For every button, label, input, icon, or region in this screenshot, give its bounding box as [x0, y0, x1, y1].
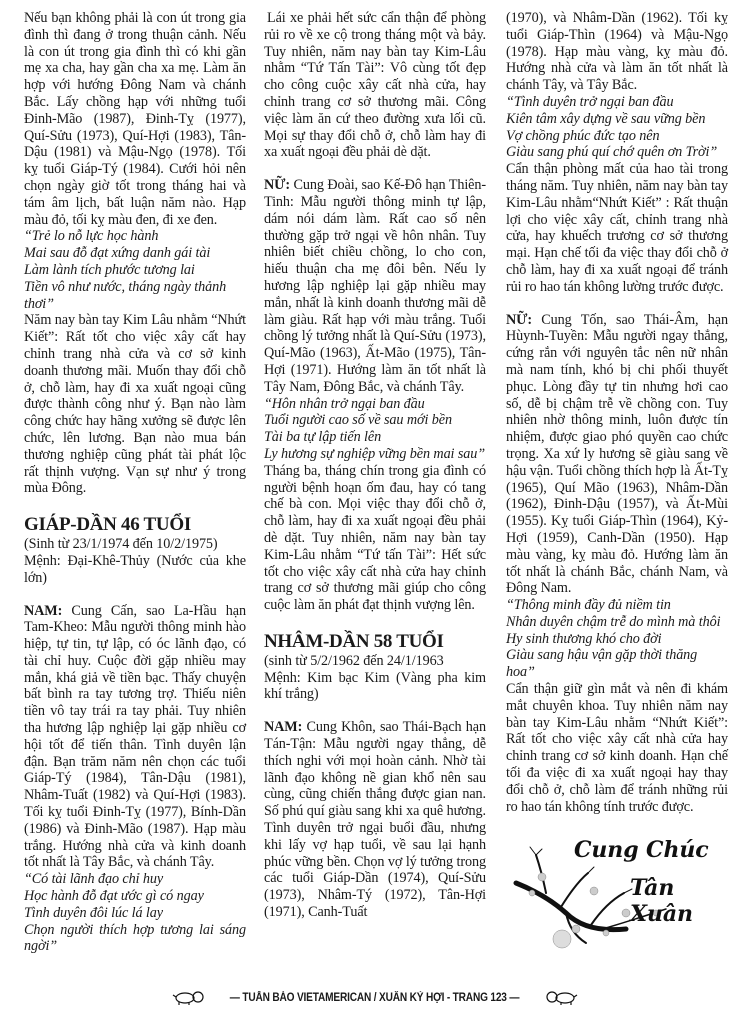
section-heading: NHÂM-DẦN 58 TUỔI — [264, 630, 444, 652]
paragraph: (1970), và Nhâm-Dần (1962). Tối kỵ tuổi Giáp-Thìn (1964) và Mậu-Ngọ (1978). Hạp màu vàng, kỵ màu đỏ. Hướng nhà cửa và làm ăn tốt nhất là chánh Tây, và Tây Bắc. — [506, 10, 728, 94]
greeting-line-1: Cung Chúc — [574, 837, 709, 864]
poem-line: Kiên tâm xây dựng về sau vững bền — [506, 110, 706, 127]
menh: Mệnh: Kim bạc Kim (Vàng pha kim khí trắng) — [264, 669, 486, 703]
poem-line: Vợ chồng phúc đức tạo nên — [506, 127, 660, 144]
poem-line: Hy sinh thương khó cho đời — [506, 630, 662, 647]
column-2 — [264, 10, 486, 921]
nu-text: Cung Tốn, sao Thái-Âm, hạn Hùynh-Tuyền: Mẫu người ngay thẳng, cứng rắn với nguyên tắc nên nữ nhân mà nam tính, khó bị chi phối thuyết phục. Lòng đầy tự tin nhưng hơi cao số, dễ bị chậm trễ về chồng con. Tuy nhiên nhờ thông minh, luôn được tín nhiệm, được giao phó quyền cao chức trọng. Xa xứ ly hương sẽ giàu sang về hậu vận. Tuổi chồng thích hợp là Ất-Tỵ (1965), Quí Mão (1963), Nhâm-Dần (1962), Đinh-Dậu (1957), và Ất-Mùi (1955). Kỵ tuổi Giáp-Thìn (1964), Kỷ-Hợi (1959), Canh-Dần (1950). Hạp màu vàng, kỵ màu đỏ. Hướng làm ăn tốt nhất là chánh Bắc, chánh Nam, và Đông Nam. — [506, 311, 728, 597]
poem-line: Học hành đỗ đạt ước gì có ngay — [24, 888, 204, 905]
nu-paragraph — [506, 312, 728, 598]
section-heading: GIÁP-DẦN 46 TUỔI — [24, 514, 191, 536]
column-1 — [24, 10, 246, 955]
paragraph: Cẩn thận phòng mất của hao tài trong tháng năm. Tuy nhiên, năm nay bàn tay Kim-Lâu nhằm“Nhứt Kiết” : Rất thuận lợi cho việc xây cất, chỉnh trang nhà cửa, hay khuếch trương cơ sở thương mại. Hạn chế tối đa việc thay đổi chỗ ở chỗ làm, hay đi xa xuất ngoại để tránh rủi ro hao tán không lường trước được. — [506, 161, 728, 295]
poem-line: Làm lành tích phước tương lai — [24, 261, 195, 278]
poem-line: Giàu sang hậu vận gặp thời thăng hoa” — [506, 647, 698, 681]
menh: Mệnh: Đại-Khê-Thủy (Nước của khe lớn) — [24, 552, 246, 586]
poem — [506, 597, 728, 681]
nam-text: Cung Cấn, sao La-Hầu hạn Tam-Kheo: Mẫu người thông minh hào hiệp, tự tin, tự lập, có óc lãnh đạo, có tài chỉ huy. Cuộc đời gặp nhiều may mắn, khá giả về tiền bạc. Thấy chuyện bất bình ra tay tương trợ. Thiếu niên tiền vô tay trái ra tay phải. Tuy nhiên tha hương lập nghiệp lại gặp nhiều cơ hội tốt để tiến thân. Tình duyên lận đận. Bạn trăm năm nên chọn các tuổi Giáp-Tý (1984), Tân-Dậu (1981), Nhâm-Tuất (1982) và Quí-Hợi (1983). Tối kỵ tuổi Đinh-Tỵ (1977), Bính-Dần (1986) và Đinh-Mão (1987). Hạp màu trắng. Hướng nhà cửa và kinh doanh tốt nhất là Tây Bắc, và chánh Tây. — [24, 602, 246, 871]
nu-paragraph — [264, 177, 486, 395]
pig-icon — [172, 990, 206, 1006]
nu-label: NỮ: — [264, 177, 290, 194]
pig-icon — [544, 990, 578, 1006]
nu-text: Cung Đoài, sao Kế-Đô hạn Thiên-Tinh: Mẫu người thông minh tự lập, dám nói dám làm. Rất cao số nên thường gặp trở ngại về hôn nhân. Tuy nhiên biết chiều chồng, lo cho con, hiếu thuận cha mẹ đôi bên. Nếu ly hương lập nghiệp lại gặp nhiều may mắn, nhất là kinh doanh thương mãi dễ làm giàu. Rất hạp với màu trắng. Tuổi chồng lý tưởng nhất là Quí-Sửu (1973), Quí-Mão (1963), Ất-Mão (1975), Tân-Hợi (1971). Hướng làm ăn tốt nhất là Tây Nam, Đông Bắc, và chánh Tây. — [264, 177, 486, 395]
new-year-greeting-artwork — [506, 833, 728, 951]
poem-line: Tiền vô như nước, tháng ngày thảnh thơi” — [24, 278, 227, 312]
nu-label: NỮ: — [506, 311, 532, 328]
footer-text: — TUẤN BÁO VIETAMERICAN / XUÂN KỶ HỢI - TRANG 123 — — [230, 992, 520, 1004]
paragraph: Cẩn thận giữ gìn mắt và nên đi khám mắt chuyên khoa. Tuy nhiên năm nay bàn tay Kim-Lâu nhằm “Nhứt Kiết”: Rất tốt cho việc xây cất nhà cửa hay chỉnh trang cơ sở kinh doanh. Hạn chế tối đa việc đi xa xuất ngoại hay thay đổi chỗ ở, chỗ làm để tránh những rủi ro hao tán không tính trước được. — [506, 681, 728, 815]
nam-label: NAM: — [24, 602, 63, 619]
poem-line: “Hôn nhân trở ngại ban đầu — [264, 395, 425, 412]
paragraph: Lái xe phải hết sức cẩn thận để phòng rủi ro về xe cộ trong tháng một và bảy. Tuy nhiên, năm nay bàn tay Kim-Lâu nhằm “Tứ Tấn Tài”: Vô cùng tốt đẹp cho công cuộc xây cất nhà cửa, hay chỉnh trang cơ sở thương mãi. Công việc làm ăn cứ theo đường xưa lối cũ. Mọi sự thay đổi chỗ ở, chỗ làm hay đi xa xuất ngoại đều phải dè dặt. — [264, 10, 486, 161]
paragraph: Tháng ba, tháng chín trong gia đình có người bệnh hoạn ốm đau, hay có tang chế bà con. Mọi việc thay đổi chỗ ở, chỗ làm, hay đi xa xuất ngoại đều phải dè dặt. Tuy nhiên, năm nay bàn tay Kim-Lâu nhằm “Tứ tấn Tài”: Hết sức tốt cho việc xây cất nhà cửa hay chỉnh trang cơ sở thương mãi giúp cho công cuộc làm ăn phát đạt thịnh vượng lên. — [264, 462, 486, 614]
paragraph: Nếu bạn không phải là con út trong gia đình thì đang ở trong thuận cảnh. Nếu là con út trong gia đình thì có khi gần mẹ xa cha, hay gần cha xa mẹ. Làm ăn hợp với hướng Đông Nam và chánh Bắc. Lấy chồng hạp với những tuổi Đinh-Mão (1987), Đinh-Tỵ (1977), Quí-Sửu (1973), Quí-Hợi (1983), Tân-Dậu (1981) và Mậu-Ngọ (1978). Tối kỵ tuổi Giáp-Tý (1984). Cưới hỏi nên chọn ngày giờ tốt trong tháng hai và tám âm lịch, bất luận năm nào. Hạp màu đỏ, tối kỵ màu đen, đi xe đen. — [24, 10, 246, 228]
poem — [24, 228, 246, 312]
poem-line: Nhân duyên chậm trễ do mình mà thôi — [506, 613, 721, 630]
page-footer — [0, 990, 750, 1006]
poem-line: “Tình duyên trở ngại ban đầu — [506, 93, 674, 110]
column-3 — [506, 10, 728, 951]
nam-text: Cung Khôn, sao Thái-Bạch hạn Tán-Tận: Mẫu người ngay thẳng, dễ thích nghi với mọi hoàn cảnh. Nhờ tài lãnh đạo không nề gian khổ nên sau cùng, cũng chiến thắng được gian nan. Số phú quí giàu sang khi xa quê hương. Tình duyên trở ngại buổi đầu, nhưng khi lấy vợ hạp tuổi, về sau lại hạnh phúc vững bền. Chọn vợ lý tưởng trong các tuổi Giáp-Dần (1974), Quí-Sửu (1973), Nhâm-Tý (1972), Tân-Hợi (1971), Canh-Tuất — [264, 719, 486, 921]
nam-paragraph — [264, 719, 486, 921]
paragraph: Năm nay bàn tay Kim Lâu nhằm “Nhứt Kiết”: Rất tốt cho việc xây cất hay chỉnh trang nhà cửa và cơ sở kinh doanh thương mãi. Muốn thay đổi chỗ ở, chỗ làm, hay đi xa xuất ngoại cũng được thành công như ý. Bạn nào làm công chức hay hãng xưởng sẽ được lên chức, lên lương. Bạn nào mua bán thương nghiệp cũng phát tài phát lộc rất thịnh vượng. Vạn sự như ý trong mùa Đông. — [24, 312, 246, 497]
birth-range: (sinh từ 5/2/1962 đến 24/1/1963 — [264, 652, 444, 669]
poem-line: “Thông minh đầy đủ niềm tin — [506, 597, 671, 614]
poem-line: Tài ba tự lập tiến lên — [264, 429, 382, 446]
poem-line: Ly hương sự nghiệp vững bền mai sau” — [264, 445, 486, 462]
birth-range: (Sinh từ 23/1/1974 đến 10/2/1975) — [24, 536, 218, 553]
poem-line: Tuổi người cao số về sau mới bền — [264, 412, 452, 429]
poem-line: Tình duyên đôi lúc lá lay — [24, 904, 163, 921]
poem — [24, 871, 246, 955]
poem-line: Giàu sang phú quí chớ quên ơn Trời” — [506, 144, 718, 161]
nam-paragraph — [24, 603, 246, 872]
nam-label: NAM: — [264, 719, 303, 736]
greeting-line-2: Tân Xuân — [630, 875, 693, 928]
poem-line: “Có tài lãnh đạo chỉ huy — [24, 871, 164, 888]
poem-line: “Trẻ lo nỗ lực học hành — [24, 228, 159, 245]
poem-line: Mai sau đỗ đạt xứng danh gái tài — [24, 245, 211, 262]
poem — [264, 396, 486, 463]
poem — [506, 94, 728, 161]
poem-line: Chọn người thích hợp tương lai sáng ngời” — [24, 921, 246, 955]
